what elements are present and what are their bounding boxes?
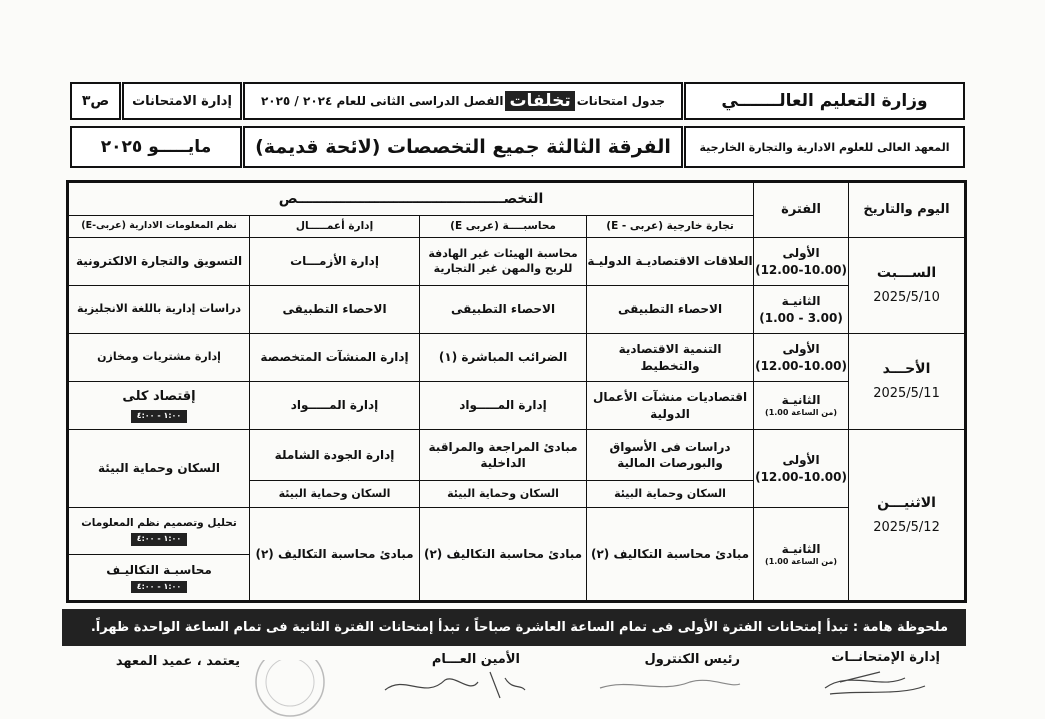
period-cell	[754, 382, 849, 430]
period-label: الثانيـة	[781, 294, 821, 309]
time-badge: ١:٠٠ - ٤:٠٠	[131, 410, 188, 423]
page-number-text: ص٣	[81, 93, 110, 109]
period-cell	[754, 430, 849, 508]
exam-name: تحليل وتصميم نظم المعلومات	[81, 517, 237, 530]
exam-name: السكان وحماية البيئة	[250, 480, 419, 507]
period-label: الأولى	[782, 453, 820, 468]
official-seal	[256, 660, 324, 716]
institute-box	[684, 126, 965, 168]
period-cell	[754, 238, 849, 286]
mis-exam-b	[69, 554, 249, 600]
day-cell-sunday	[849, 334, 966, 430]
ministry-title	[684, 82, 965, 120]
department-box	[122, 82, 242, 120]
header-accounting: محاسبــــة (عربى E)	[420, 216, 587, 238]
period-time: (12.00-10.00)	[755, 262, 847, 277]
period-time: (من الساعة 1.00)	[765, 556, 838, 566]
important-note-text: ملحوظة هامة : تبدأ إمتحانات الفترة الأولى فى تمام الساعة العاشرة صباحاً ، تبدأ إمتحانات الفترة الثانية فى تمام الساعة الواحدة ظهراً.	[90, 620, 948, 635]
signature-label: إدارة الإمتحانــات	[831, 650, 940, 665]
period-label: الأولى	[782, 246, 820, 261]
day-name: الأحـــد	[882, 361, 931, 378]
exam-title-highlight: تخلفات	[505, 91, 574, 111]
period-label: الأولى	[782, 342, 820, 357]
exam-cell: إدارة الأزمـــات	[250, 238, 420, 286]
exam-name: مبادئ المراجعة والمراقبة الداخلية	[428, 439, 578, 470]
day-cell-monday	[849, 430, 966, 602]
exam-cell: دراسات إدارية باللغة الانجليزية	[68, 286, 250, 334]
exam-cell: الضرائب المباشرة (١)	[420, 334, 587, 382]
signature-scribble-control	[600, 680, 740, 688]
grade-title	[243, 126, 683, 168]
table-row	[68, 430, 966, 508]
exam-cell: إدارة المـــــواد	[250, 382, 420, 430]
ministry-text: وزارة التعليم العالـــــــي	[721, 91, 928, 111]
exam-name: إقتصاد كلى	[122, 389, 196, 405]
page-number	[70, 82, 121, 120]
exam-cell: الاحصاء التطبيقى	[250, 286, 420, 334]
header-specialization: التخصـــــــــــــــــــــــــــــــــــــــــــص	[68, 182, 754, 216]
period-time: (12.00-10.00)	[755, 358, 847, 373]
exam-cell: إدارة المنشآت المتخصصة	[250, 334, 420, 382]
period-cell	[754, 508, 849, 602]
time-badge: ١:٠٠ - ٤:٠٠	[131, 581, 188, 594]
exam-cell: إدارة مشتريات ومخازن	[68, 334, 250, 382]
exam-cell: الاحصاء التطبيقى	[587, 286, 754, 334]
exam-name: محاسبـة التكاليـف	[106, 562, 212, 577]
exam-cell	[420, 430, 587, 508]
grade-text: الفرقة الثالثة جميع التخصصات (لائحة قديمة)	[255, 136, 671, 158]
month-text: مايـــــو ٢٠٢٥	[100, 137, 212, 157]
period-time: (3.00 - 1.00)	[759, 310, 843, 325]
exam-cell: الاحصاء التطبيقى	[420, 286, 587, 334]
exam-name: دراسات فى الأسواق والبورصات المالية	[609, 439, 731, 470]
exam-name: السكان وحماية البيئة	[587, 480, 753, 507]
period-cell	[754, 286, 849, 334]
time-badge: ١:٠٠ - ٤:٠٠	[131, 533, 188, 546]
table-row	[68, 508, 966, 602]
header-mis: نظم المعلومات الادارية (عربى-E)	[68, 216, 250, 238]
important-note	[62, 609, 966, 646]
table-row	[68, 238, 966, 286]
month-box	[70, 126, 242, 168]
day-name: الســـبت	[876, 265, 937, 282]
exam-title	[243, 82, 683, 120]
exam-cell: محاسبة الهيئات غير الهادفة للربح والمهن غير التجارية	[420, 238, 587, 286]
signature-scribble-exams	[825, 672, 925, 694]
mis-exam-a	[69, 508, 249, 554]
exam-cell	[587, 430, 754, 508]
exam-title-post: الفصل الدراسى الثانى للعام ٢٠٢٤ / ٢٠٢٥	[260, 94, 504, 108]
signature-marks	[0, 660, 1045, 719]
exam-cell	[250, 430, 420, 508]
header-day-date: اليوم والتاريخ	[849, 182, 966, 238]
day-date: 2025/5/10	[873, 290, 940, 306]
exam-cell: مبادئ محاسبة التكاليف (٢)	[250, 508, 420, 602]
exam-name: إدارة الجودة الشاملة	[274, 447, 395, 462]
exam-title-pre: جدول امتحانات	[576, 94, 666, 108]
period-time: (12.00-10.00)	[755, 469, 847, 484]
period-label: الثانيـة	[781, 541, 821, 556]
exam-cell: اقتصاديات منشآت الأعمال الدولية	[587, 382, 754, 430]
exam-schedule-table	[66, 180, 967, 603]
exam-cell-mis-split	[68, 508, 250, 602]
exam-cell	[68, 382, 250, 430]
header-period: الفترة	[754, 182, 849, 238]
period-cell	[754, 334, 849, 382]
header-foreign-trade: تجارة خارجية (عربى - E)	[587, 216, 754, 238]
header-business-admin: إدارة أعمـــــال	[250, 216, 420, 238]
exam-cell: مبادئ محاسبة التكاليف (٢)	[587, 508, 754, 602]
day-name: الاثنيـــن	[877, 494, 936, 511]
signature-label: رئيس الكنترول	[644, 652, 740, 667]
signature-label: يعتمد ، عميد المعهد	[115, 654, 240, 669]
exam-cell: التنمية الاقتصادية والتخطيط	[587, 334, 754, 382]
table-row	[68, 382, 966, 430]
table-row	[68, 286, 966, 334]
signature-label: الأمين العـــام	[431, 652, 520, 667]
department-text: إدارة الامتحانات	[132, 93, 232, 109]
table-row	[68, 334, 966, 382]
exam-name: السكان وحماية البيئة	[420, 480, 586, 507]
period-label: الثانيـة	[781, 393, 821, 407]
exam-cell: إدارة المـــــواد	[420, 382, 587, 430]
signature-scribble-secretary	[385, 672, 525, 698]
exam-cell: السكان وحماية البيئة	[68, 430, 250, 508]
institute-text: المعهد العالى للعلوم الادارية والتجارة الخارجية	[699, 140, 950, 154]
day-cell-saturday	[849, 238, 966, 334]
period-time: (من الساعة 1.00)	[765, 408, 838, 418]
exam-cell: العلاقات الاقتصاديـة الدوليـة	[587, 238, 754, 286]
day-date: 2025/5/12	[873, 519, 940, 535]
exam-cell: مبادئ محاسبة التكاليف (٢)	[420, 508, 587, 602]
exam-cell: التسويق والتجارة الالكترونية	[68, 238, 250, 286]
day-date: 2025/5/11	[873, 386, 940, 402]
